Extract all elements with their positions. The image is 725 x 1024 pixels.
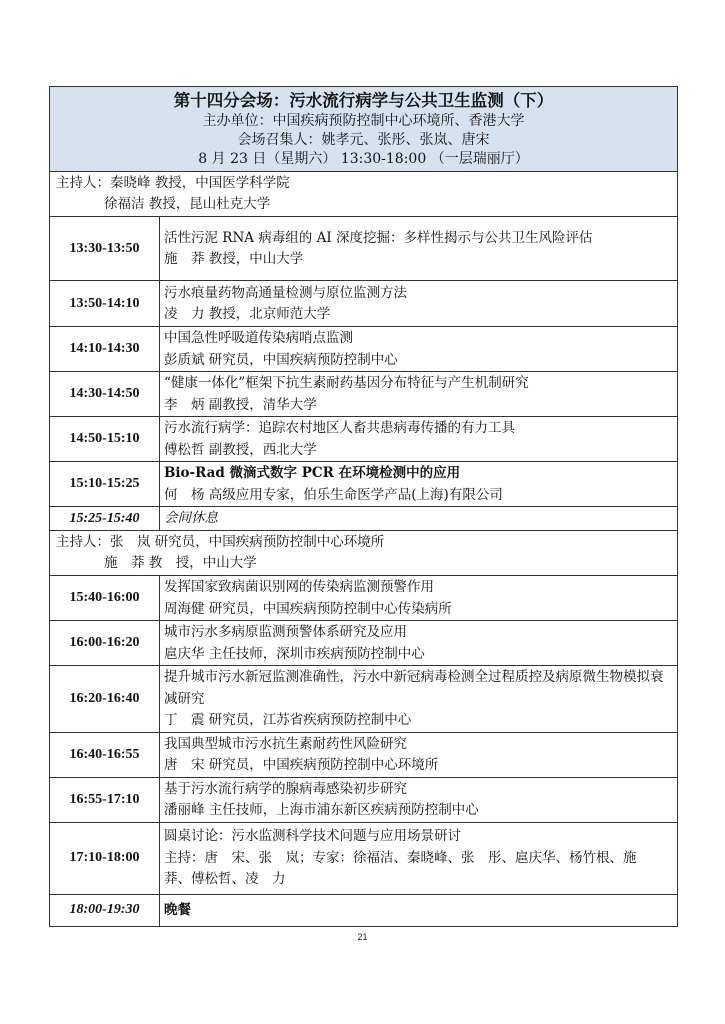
schedule-table — [49, 86, 678, 927]
talk-title: 污水痕量药物高通量检测与原位监测方法 — [164, 284, 407, 301]
page-number: 21 — [357, 932, 368, 942]
talk-time: 16:40-16:55 — [50, 732, 160, 777]
session2-hosts — [50, 531, 678, 576]
talk-title: 中国急性呼吸道传染病哨点监测 — [164, 330, 353, 346]
talk-title: “健康一体化”框架下抗生素耐药基因分布特征与产生机制研究 — [164, 375, 529, 391]
table-row — [50, 372, 678, 417]
talk-speaker: 施 莽 教授，中山大学 — [164, 251, 304, 267]
table-row — [50, 666, 678, 733]
schedule-sheet — [49, 86, 677, 927]
talk-speaker: 周海健 研究员，中国疾病预防控制中心传染病所 — [164, 600, 452, 617]
dinner-time: 18:00-19:30 — [50, 894, 160, 926]
talk-time: 17:10-18:00 — [50, 822, 160, 894]
session-datetime: 8 月 23 日（星期六） 13:30-18:00 （一层瑞丽厅） — [198, 151, 529, 167]
talk-speaker: 丁 震 研究员，江苏省疾病预防控制中心 — [164, 712, 412, 728]
talk-speaker: 彭质斌 研究员，中国疾病预防控制中心 — [164, 351, 398, 368]
talk-title: 我国典型城市污水抗生素耐药性风险研究 — [164, 735, 407, 752]
table-row — [50, 732, 678, 777]
table-row — [50, 462, 678, 507]
host-line: 主持人：秦晓峰 教授，中国医学科学院 — [56, 175, 290, 191]
talk-speaker: 潘丽峰 主任技师，上海市浦东新区疾病预防控制中心 — [164, 802, 479, 818]
talk-speaker: 凌 力 教授，北京师范大学 — [164, 306, 331, 322]
talk-title: 发挥国家致病菌识别网的传染病监测预警作用 — [164, 579, 434, 595]
header-row — [50, 87, 678, 172]
table-row — [50, 217, 678, 281]
talk-cell — [160, 666, 678, 733]
session-header — [50, 87, 678, 172]
table-row — [50, 777, 678, 822]
organizer: 主办单位：中国疾病预防控制中心环境所、香港大学 — [202, 113, 525, 129]
talk-time: 14:10-14:30 — [50, 327, 160, 372]
talk-title: 基于污水流行病学的腺病毒感染初步研究 — [164, 780, 407, 797]
talk-title: 污水流行病学：追踪农村地区人畜共患病毒传播的有力工具 — [164, 420, 515, 436]
host-line: 施 莽 教 授，中山大学 — [104, 555, 257, 571]
talk-cell — [160, 576, 678, 621]
talk-time: 13:30-13:50 — [50, 217, 160, 281]
table-row — [50, 822, 678, 894]
host-row-2 — [50, 531, 678, 576]
host-line: 主持人：张 岚 研究员，中国疾病预防控制中心环境所 — [56, 534, 385, 550]
session-title: 第十四分会场：污水流行病学与公共卫生监测（下） — [173, 91, 554, 110]
table-row — [50, 576, 678, 621]
break-time: 15:25-15:40 — [50, 507, 160, 531]
break-label: 会间休息 — [160, 507, 678, 531]
talk-cell — [160, 372, 678, 417]
table-row — [50, 327, 678, 372]
talk-speaker: 李 炳 副教授，清华大学 — [164, 396, 317, 413]
talk-cell — [160, 822, 678, 894]
talk-cell — [160, 621, 678, 666]
talk-cell — [160, 417, 678, 462]
talk-time: 14:30-14:50 — [50, 372, 160, 417]
talk-time: 15:10-15:25 — [50, 462, 160, 507]
talk-time: 16:20-16:40 — [50, 666, 160, 733]
break-row — [50, 507, 678, 531]
talk-time: 15:40-16:00 — [50, 576, 160, 621]
talk-time: 14:50-15:10 — [50, 417, 160, 462]
talk-speaker: 唐 宋 研究员，中国疾病预防控制中心环境所 — [164, 757, 439, 773]
talk-speaker: 傅松哲 副教授，西北大学 — [164, 441, 317, 458]
session1-hosts — [50, 172, 678, 217]
talk-cell — [160, 732, 678, 777]
talk-cell — [160, 327, 678, 372]
talk-title: 圆桌讨论：污水监测科学技术问题与应用场景研讨 — [164, 828, 461, 845]
talk-title: 活性污泥 RNA 病毒组的 AI 深度挖掘：多样性揭示与公共卫生风险评估 — [164, 229, 593, 246]
table-row — [50, 621, 678, 666]
dinner-row — [50, 894, 678, 926]
talk-speaker: 何 杨 高级应用专家，伯乐生命医学产品(上海)有限公司 — [164, 486, 503, 503]
host-line: 徐福洁 教授，昆山杜克大学 — [104, 196, 271, 212]
host-row-1 — [50, 172, 678, 217]
talk-cell — [160, 777, 678, 822]
talk-title: Bio-Rad 微滴式数字 PCR 在环境检测中的应用 — [164, 465, 461, 481]
talk-cell — [160, 281, 678, 327]
talk-time: 16:55-17:10 — [50, 777, 160, 822]
talk-cell — [160, 462, 678, 507]
talk-cell — [160, 217, 678, 281]
talk-speaker: 扈庆华 主任技师，深圳市疾病预防控制中心 — [164, 645, 425, 662]
table-row — [50, 281, 678, 327]
conveners: 会场召集人：姚孝元、张彤、张岚、唐宋 — [237, 132, 490, 148]
table-row — [50, 417, 678, 462]
talk-title: 提升城市污水新冠监测准确性，污水中新冠病毒检测全过程质控及病原微生物模拟衰减研究 — [164, 669, 664, 707]
dinner-label: 晚餐 — [160, 894, 678, 926]
talk-speaker: 主持：唐 宋、张 岚；专家：徐福洁、秦晓峰、张 彤、扈庆华、杨竹根、施 莽、傅松哲、凌 力 — [164, 849, 650, 888]
talk-time: 13:50-14:10 — [50, 281, 160, 327]
talk-title: 城市污水多病原监测预警体系研究及应用 — [164, 624, 407, 640]
talk-time: 16:00-16:20 — [50, 621, 160, 666]
